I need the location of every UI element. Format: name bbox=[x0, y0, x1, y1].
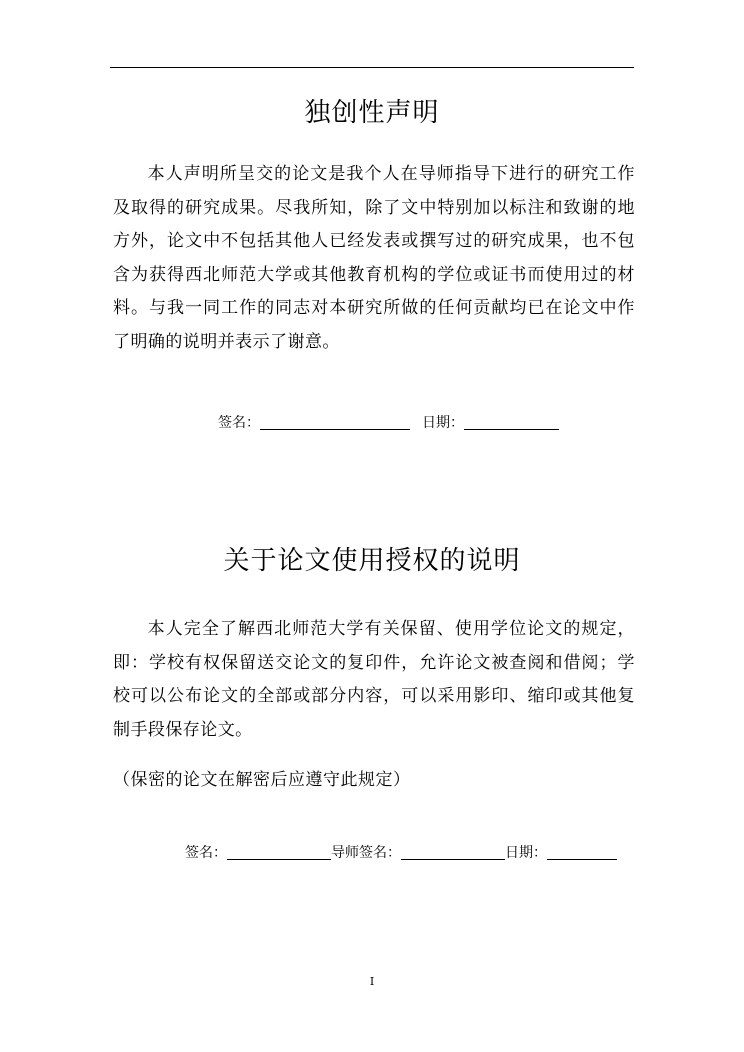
declaration-signature-row bbox=[218, 412, 559, 432]
declaration-body bbox=[113, 158, 635, 360]
signature-line[interactable] bbox=[227, 845, 331, 860]
date-label: 日期： bbox=[422, 415, 464, 431]
date-line[interactable] bbox=[464, 415, 559, 430]
authorization-body bbox=[113, 613, 635, 747]
signature-label: 签名： bbox=[185, 845, 227, 861]
confidentiality-note: （保密的论文在解密后应遵守此规定） bbox=[113, 770, 411, 790]
advisor-signature-line[interactable] bbox=[401, 845, 505, 860]
declaration-body-text: 本人声明所呈交的论文是我个人在导师指导下进行的研究工作及取得的研究成果。尽我所知，除了文中特别加以标注和致谢的地方外，论文中不包括其他人已经发表或撰写过的研究成果，也不包含为获得西北师范大学或其他教育机构的学位或证书而使用过的材料。与我一同工作的同志对本研究所做的任何贡献均已在论文中作了明确的说明并表示了谢意。 bbox=[113, 164, 635, 352]
authorization-body-text: 本人完全了解西北师范大学有关保留、使用学位论文的规定，即：学校有权保留送交论文的复印件，允许论文被查阅和借阅；学校可以公布论文的全部或部分内容，可以采用影印、缩印或其他复制手段保存论文。 bbox=[113, 619, 635, 740]
advisor-signature-label: 导师签名： bbox=[331, 845, 401, 861]
authorization-title: 关于论文使用授权的说明 bbox=[223, 546, 521, 576]
signature-line[interactable] bbox=[260, 415, 410, 430]
authorization-signature-row bbox=[185, 842, 617, 862]
declaration-title: 独创性声明 bbox=[304, 98, 440, 128]
header-rule bbox=[110, 67, 634, 68]
signature-label: 签名： bbox=[218, 415, 260, 431]
page-number: I bbox=[369, 975, 375, 988]
date-line[interactable] bbox=[547, 845, 617, 860]
date-label: 日期： bbox=[505, 845, 547, 861]
